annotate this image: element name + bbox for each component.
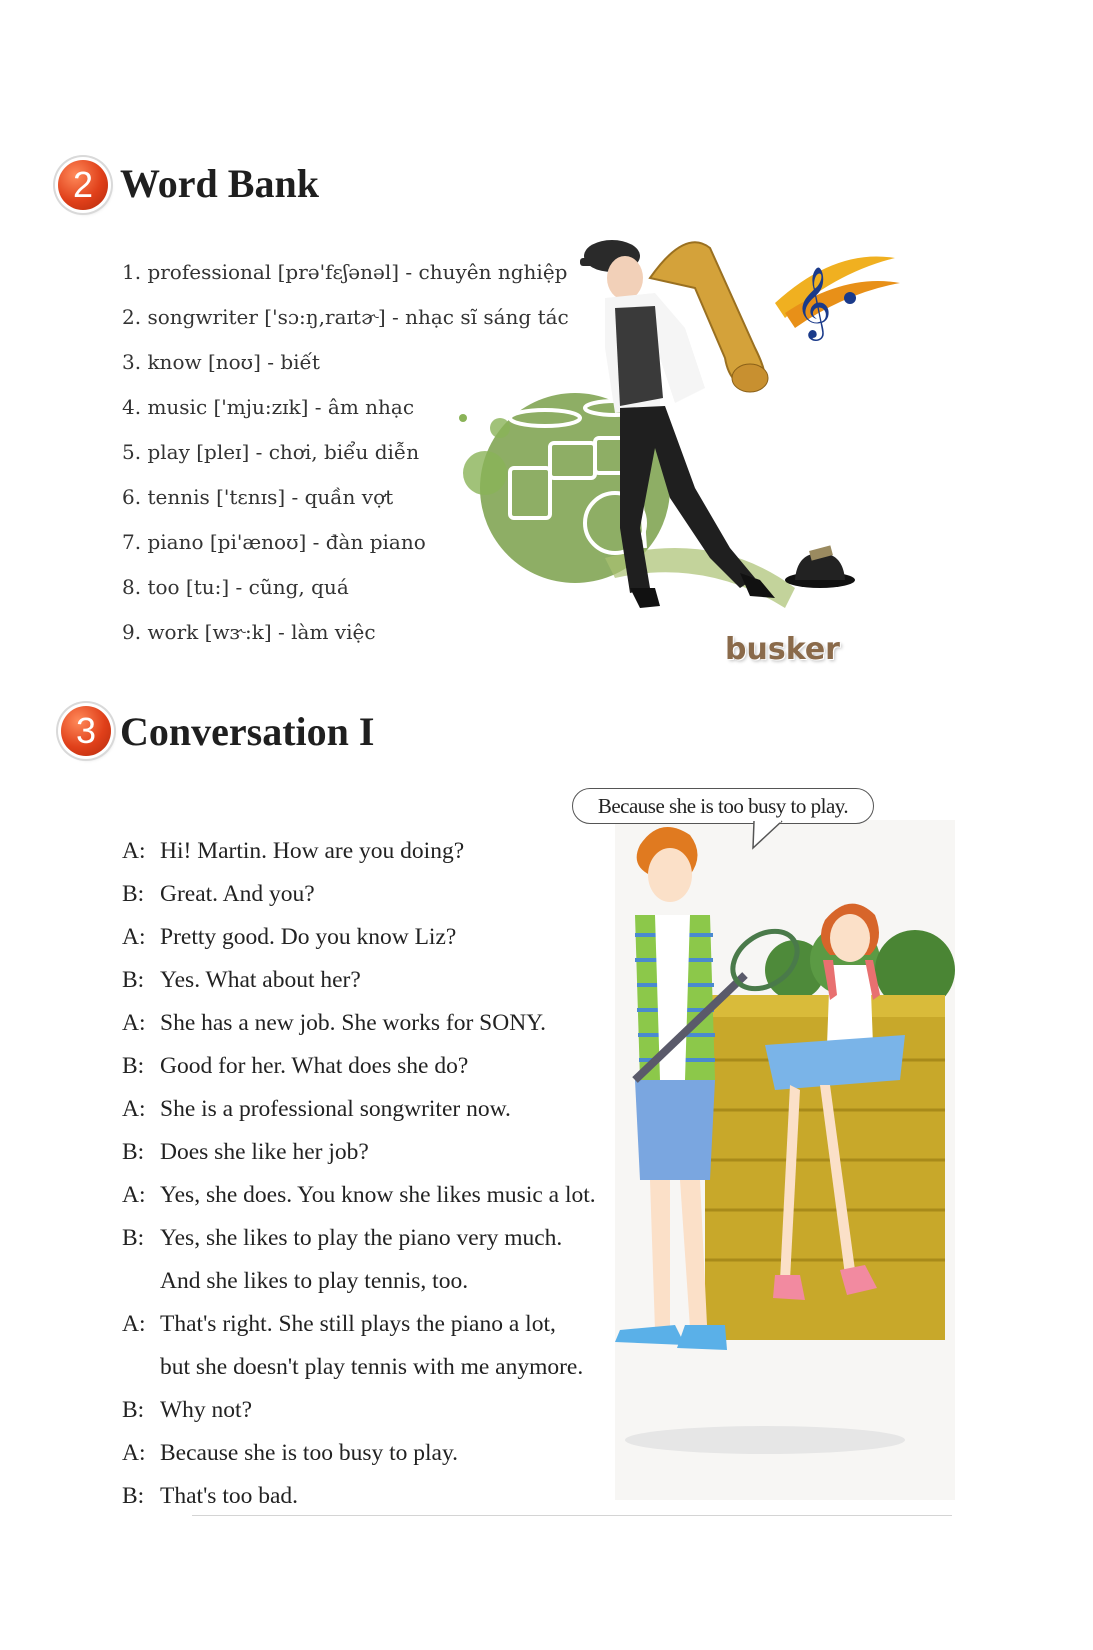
- conversation-line: [122, 965, 596, 1008]
- speaker-label: A:: [122, 924, 146, 950]
- conversation-lines: [122, 836, 596, 1524]
- busker-label: busker: [725, 632, 840, 667]
- busker-illustration: [455, 228, 945, 648]
- word-bank-item: 9. work [wɝ:k] - làm việc: [122, 620, 376, 644]
- tennis-couple-illustration: [615, 820, 955, 1500]
- line-text: Yes. What about her?: [160, 967, 361, 993]
- speaker-label: [122, 1352, 160, 1395]
- line-text: Because she is too busy to play.: [160, 1440, 459, 1466]
- section-number-badge: [61, 706, 111, 756]
- speaker-label: A:: [122, 1010, 146, 1036]
- speaker-label: B:: [122, 881, 145, 907]
- word-bank-item: 5. play [pleɪ] - chơi, biểu diễn: [122, 440, 420, 464]
- conversation-line: [122, 1008, 596, 1051]
- word-bank-item: 1. professional [prə'fɛʃənəl] - chuyên nghiệp: [122, 260, 568, 284]
- conversation-line: [122, 1438, 596, 1481]
- conversation-line: [122, 1051, 596, 1094]
- speaker-label: A:: [122, 1182, 146, 1208]
- word-bank-item: 8. too [tu:] - cũng, quá: [122, 575, 349, 599]
- word-bank-item: 4. music ['mju:zɪk] - âm nhạc: [122, 395, 415, 419]
- conversation-line: [122, 1094, 596, 1137]
- conversation-line: [122, 1223, 596, 1266]
- speaker-label: B:: [122, 1053, 145, 1079]
- conversation-line: [122, 879, 596, 922]
- speaker-label: B:: [122, 1483, 145, 1509]
- section-number: 2: [72, 164, 94, 205]
- word-bank-item: 2. songwriter ['sɔ:ŋ,raɪtɚ] - nhạc sĩ sáng tác: [122, 305, 569, 329]
- line-text: Great. And you?: [160, 881, 315, 907]
- section-title-word-bank: Word Bank: [120, 161, 319, 206]
- section-number-badge: [58, 160, 108, 210]
- conversation-line: [122, 922, 596, 965]
- line-text: That's right. She still plays the piano a lot,: [160, 1311, 556, 1337]
- section-number: 3: [75, 710, 97, 751]
- line-text: Good for her. What does she do?: [160, 1053, 469, 1079]
- line-text: Why not?: [160, 1397, 253, 1423]
- speaker-label: A:: [122, 1311, 146, 1337]
- word-bank-item: 6. tennis ['tɛnɪs] - quần vợt: [122, 485, 394, 509]
- speaker-label: B:: [122, 1397, 145, 1423]
- divider: [192, 1515, 952, 1516]
- line-text: Does she like her job?: [160, 1139, 369, 1165]
- line-text: She has a new job. She works for SONY.: [160, 1010, 546, 1036]
- svg-text:𝄞: 𝄞: [795, 265, 832, 338]
- conversation-line: [122, 1481, 596, 1524]
- conversation-line: [122, 1352, 596, 1395]
- conversation-line: [122, 1395, 596, 1438]
- speaker-label: A:: [122, 838, 146, 864]
- conversation-line: [122, 836, 596, 879]
- word-bank-item: 7. piano [pi'ænoʊ] - đàn piano: [122, 530, 426, 554]
- conversation-line: [122, 1180, 596, 1223]
- line-text: She is a professional songwriter now.: [160, 1096, 511, 1122]
- line-text: Yes, she likes to play the piano very much.: [160, 1225, 563, 1251]
- conversation-line: [122, 1266, 596, 1309]
- line-text: Hi! Martin. How are you doing?: [160, 838, 465, 864]
- conversation-line: [122, 1137, 596, 1180]
- line-text: And she likes to play tennis, too.: [160, 1268, 469, 1294]
- section-title-conversation: Conversation I: [120, 709, 375, 754]
- speaker-label: B:: [122, 967, 145, 993]
- conversation-line: [122, 1309, 596, 1352]
- line-text: Yes, she does. You know she likes music a lot.: [160, 1182, 596, 1208]
- line-text: That's too bad.: [160, 1483, 299, 1509]
- speaker-label: B:: [122, 1225, 145, 1251]
- word-bank-item: 3. know [noʊ] - biết: [122, 350, 320, 374]
- speech-bubble: Because she is too busy to play.: [572, 788, 874, 824]
- speaker-label: A:: [122, 1096, 146, 1122]
- speaker-label: B:: [122, 1139, 145, 1165]
- speaker-label: A:: [122, 1440, 146, 1466]
- line-text: but she doesn't play tennis with me anymore.: [160, 1354, 584, 1380]
- speaker-label: [122, 1266, 160, 1309]
- speech-bubble-tail: [752, 820, 792, 850]
- line-text: Pretty good. Do you know Liz?: [160, 924, 457, 950]
